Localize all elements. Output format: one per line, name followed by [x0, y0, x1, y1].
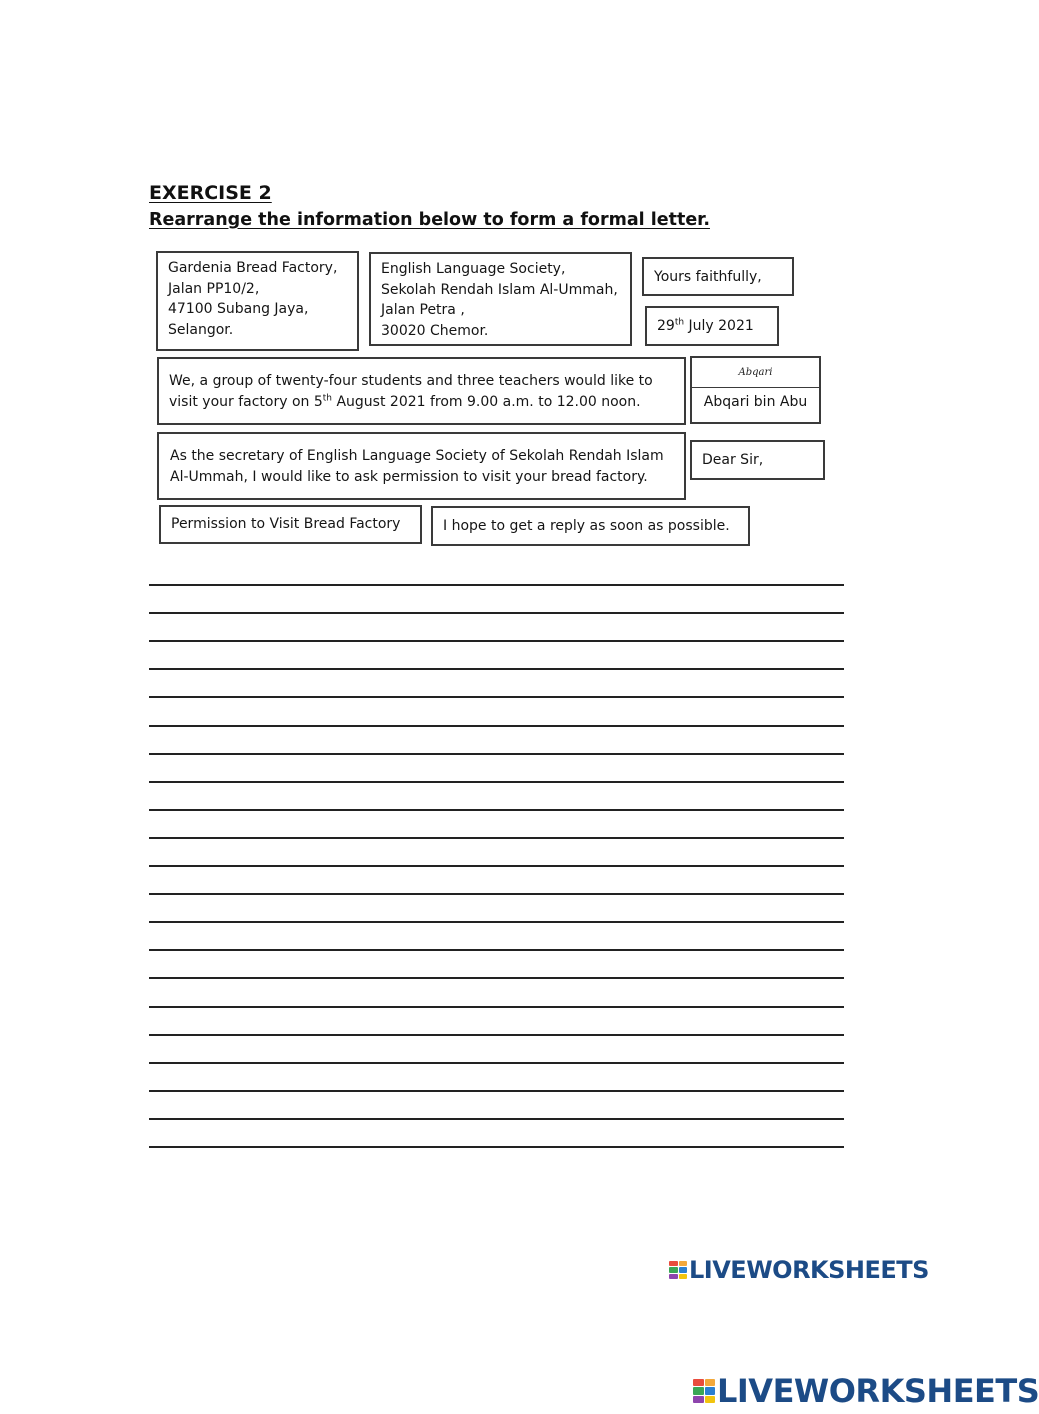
brand-name: LIVEWORKSHEETS	[717, 1372, 1039, 1410]
sender-address-box[interactable]	[369, 252, 632, 346]
subject-text: Permission to Visit Bread Factory	[171, 516, 401, 532]
subject-box[interactable]	[159, 505, 422, 544]
writing-line[interactable]	[149, 1006, 844, 1008]
address-line: 30020 Chemor.	[381, 322, 489, 339]
address-line: Jalan PP10/2,	[168, 280, 260, 297]
date-box[interactable]	[645, 306, 779, 346]
visit-line-2-start: visit your factory on 5	[169, 393, 323, 410]
visit-details-box[interactable]	[157, 357, 686, 425]
logo-icon	[669, 1261, 687, 1279]
visit-line-2	[169, 392, 674, 413]
writing-line[interactable]	[149, 668, 844, 670]
logo-icon	[693, 1379, 715, 1403]
writing-line[interactable]	[149, 1062, 844, 1064]
visit-date-suffix: th	[322, 392, 333, 403]
closing-text: Yours faithfully,	[654, 269, 762, 285]
instruction-text: Rearrange the information below to form a formal letter.	[149, 210, 710, 230]
writing-line[interactable]	[149, 725, 844, 727]
writing-line[interactable]	[149, 893, 844, 895]
introduction-line-2: Al-Ummah, I would like to ask permission to visit your bread factory.	[170, 468, 648, 485]
writing-line[interactable]	[149, 781, 844, 783]
introduction-box[interactable]	[157, 432, 686, 500]
writing-line[interactable]	[149, 612, 844, 614]
date-suffix: th	[674, 317, 685, 328]
recipient-address-box[interactable]	[156, 251, 359, 351]
writing-line[interactable]	[149, 753, 844, 755]
liveworksheets-footer-logo	[693, 1372, 1039, 1410]
introduction-line-1: As the secretary of English Language Society of Sekolah Rendah Islam	[170, 448, 664, 464]
writing-line[interactable]	[149, 696, 844, 698]
signature-box[interactable]	[690, 356, 821, 424]
writing-line[interactable]	[149, 865, 844, 867]
writing-line[interactable]	[149, 584, 844, 586]
salutation-text: Dear Sir,	[702, 452, 764, 468]
writing-line[interactable]	[149, 809, 844, 811]
writing-line[interactable]	[149, 640, 844, 642]
visit-line-1: We, a group of twenty-four students and three teachers would like to	[169, 373, 653, 389]
salutation-box[interactable]	[690, 440, 825, 480]
reply-request-box[interactable]	[431, 506, 750, 546]
writing-line[interactable]	[149, 1034, 844, 1036]
address-line: English Language Society,	[381, 261, 566, 277]
writing-line[interactable]	[149, 977, 844, 979]
address-line: Gardenia Bread Factory,	[168, 260, 338, 276]
brand-name: LIVEWORKSHEETS	[689, 1256, 929, 1284]
writing-line[interactable]	[149, 921, 844, 923]
address-line: 47100 Subang Jaya,	[168, 301, 309, 317]
address-line: Sekolah Rendah Islam Al-Ummah,	[381, 281, 618, 298]
writing-line[interactable]	[149, 949, 844, 951]
writing-line[interactable]	[149, 1090, 844, 1092]
signature-mark: Abqari	[692, 358, 819, 388]
closing-box[interactable]	[642, 257, 794, 296]
reply-request-text: I hope to get a reply as soon as possible.	[443, 518, 730, 534]
date-rest: July 2021	[684, 318, 754, 334]
signatory-name: Abqari bin Abu	[703, 394, 808, 410]
visit-line-2-end: August 2021 from 9.00 a.m. to 12.00 noon.	[332, 393, 641, 410]
writing-line[interactable]	[149, 1146, 844, 1148]
date-day: 29	[657, 318, 675, 334]
writing-line[interactable]	[149, 837, 844, 839]
address-line: Selangor.	[168, 321, 234, 338]
writing-line[interactable]	[149, 1118, 844, 1120]
address-line: Jalan Petra ,	[381, 302, 465, 318]
exercise-title: EXERCISE 2	[149, 182, 272, 204]
liveworksheets-logo	[669, 1256, 929, 1284]
